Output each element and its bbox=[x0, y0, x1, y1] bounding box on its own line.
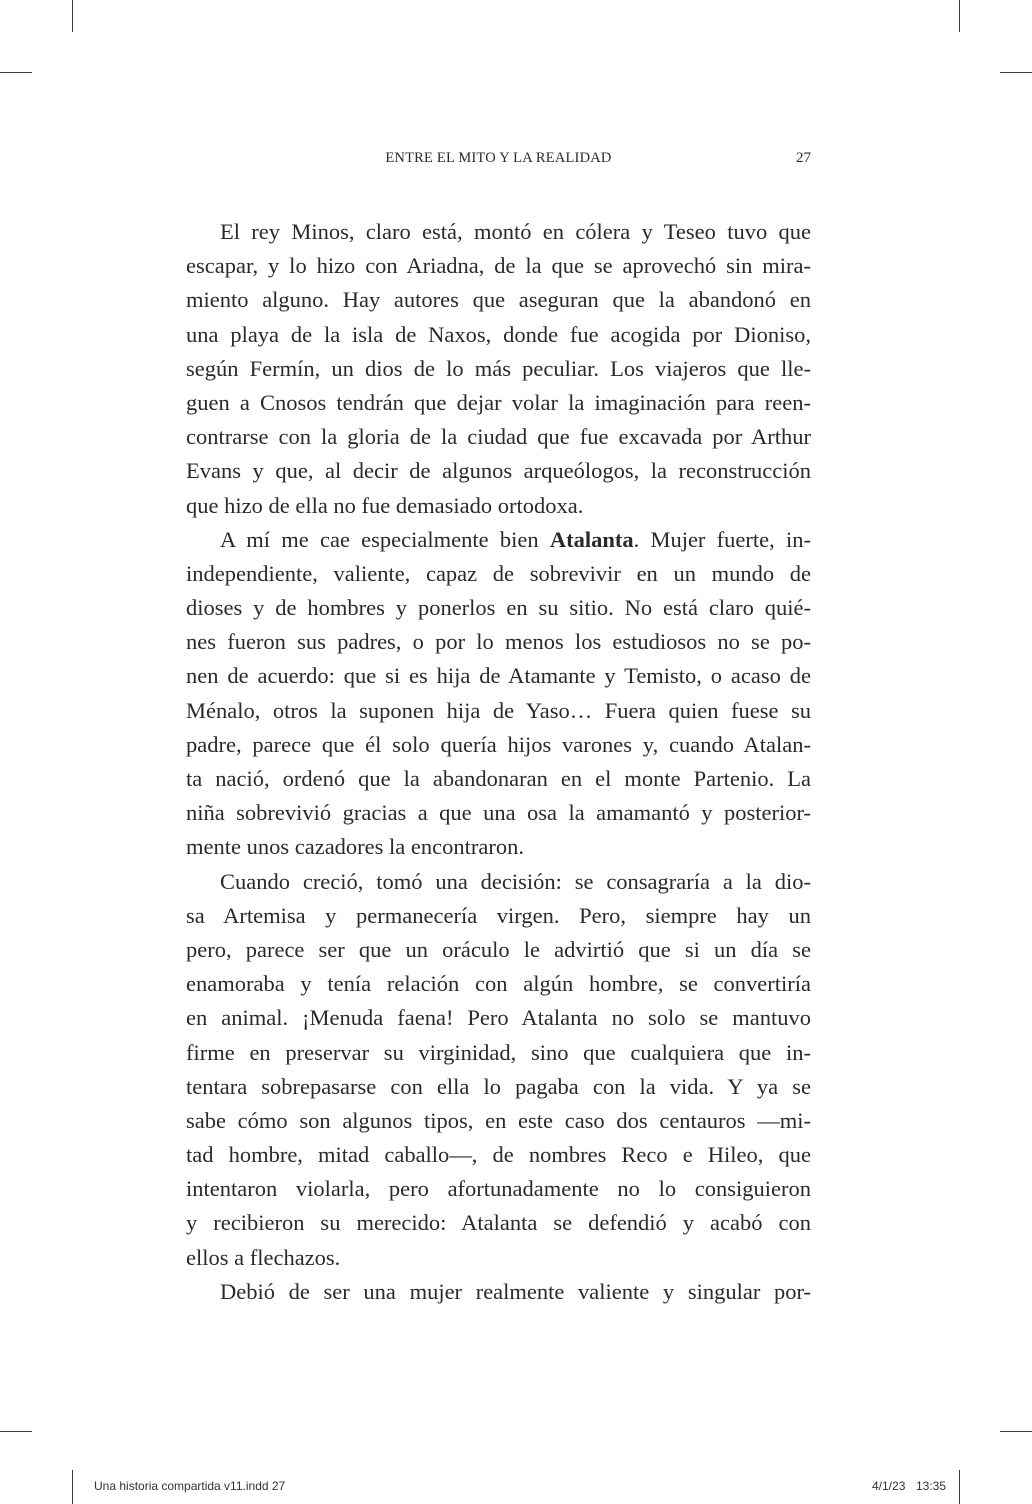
text-line: Ménalo, otros la suponen hija de Yaso… Fuera quien fuese su bbox=[186, 697, 811, 723]
text-line: tentara sobrepasarse con ella lo pagaba con la vida. Y ya se bbox=[186, 1073, 811, 1099]
text-line: sabe cómo son algunos tipos, en este caso dos centauros —mi- bbox=[186, 1107, 811, 1133]
crop-mark bbox=[1000, 1431, 1032, 1432]
text-line: ta nació, ordenó que la abandonaran en el monte Partenio. La bbox=[186, 766, 811, 791]
text-line: pero, parece ser que un oráculo le advirtió que si un día se bbox=[186, 936, 811, 962]
crop-mark bbox=[0, 1431, 32, 1432]
slug-date: 4/1/23 bbox=[872, 1479, 906, 1493]
text-line: dioses y de hombres y ponerlos en su sitio. No está claro quié- bbox=[186, 595, 811, 621]
text-line: y recibieron su merecido: Atalanta se defendió y acabó con bbox=[186, 1210, 811, 1236]
text-line: padre, parece que él solo quería hijos varones y, cuando Atalan- bbox=[186, 731, 811, 757]
running-title: ENTRE EL MITO Y LA REALIDAD bbox=[385, 150, 612, 166]
text-line: en animal. ¡Menuda faena! Pero Atalanta no solo se mantuvo bbox=[186, 1005, 811, 1031]
text-line: tad hombre, mitad caballo—, de nombres Reco e Hileo, que bbox=[186, 1142, 811, 1168]
text-line: nes fueron sus padres, o por lo menos los estudiosos no se po- bbox=[186, 629, 811, 655]
text-line: Cuando creció, tomó una decisión: se consagraría a la dio- bbox=[220, 868, 811, 894]
crop-mark bbox=[72, 1470, 73, 1504]
text-line: mente unos cazadores la encontraron. bbox=[186, 834, 524, 860]
text-line: miento alguno. Hay autores que aseguran que la abandonó en bbox=[186, 287, 811, 313]
body-text bbox=[186, 215, 811, 1309]
text-line: que hizo de ella no fue demasiado ortodoxa. bbox=[186, 492, 584, 518]
running-head bbox=[186, 150, 811, 172]
text-line: enamoraba y tenía relación con algún hombre, se convertiría bbox=[186, 971, 811, 997]
text-line: niña sobrevivió gracias a que una osa la amamantó y posterior- bbox=[186, 800, 811, 826]
crop-mark bbox=[0, 72, 32, 73]
text-line: El rey Minos, claro está, montó en cólera y Teseo tuvo que bbox=[220, 219, 811, 244]
text-line: ellos a flechazos. bbox=[186, 1244, 341, 1270]
text-line: según Fermín, un dios de lo más peculiar. Los viajeros que lle- bbox=[186, 355, 811, 381]
text-line: contrarse con la gloria de la ciudad que fue excavada por Arthur bbox=[186, 424, 811, 450]
page-number: 27 bbox=[796, 150, 811, 166]
text-line: sa Artemisa y permanecería virgen. Pero, siempre hay un bbox=[186, 902, 811, 928]
text-segment: A mí me cae especialmente bien bbox=[220, 526, 550, 552]
crop-mark bbox=[959, 0, 960, 32]
text-line bbox=[186, 523, 811, 557]
text-line: nen de acuerdo: que si es hija de Atamante y Temisto, o acaso de bbox=[186, 663, 811, 689]
text-line: escapar, y lo hizo con Ariadna, de la que se aprovechó sin mira- bbox=[186, 253, 811, 279]
text-line: independiente, valiente, capaz de sobrevivir en un mundo de bbox=[186, 560, 811, 586]
text-segment: . Mujer fuerte, in- bbox=[633, 526, 811, 552]
text-line: firme en preservar su virginidad, sino que cualquiera que in- bbox=[186, 1039, 811, 1065]
crop-mark bbox=[72, 0, 73, 32]
text-line: Debió de ser una mujer realmente valiente y singular por- bbox=[220, 1278, 811, 1304]
slug-file-name: Una historia compartida v11.indd 27 bbox=[94, 1479, 286, 1493]
slug-time: 13:35 bbox=[916, 1479, 947, 1493]
crop-mark bbox=[1000, 72, 1032, 73]
text-line: una playa de la isla de Naxos, donde fue acogida por Dioniso, bbox=[186, 321, 811, 347]
text-line: guen a Cnosos tendrán que dejar volar la imaginación para reen- bbox=[186, 389, 811, 415]
emphasis-name: Atalanta bbox=[549, 526, 634, 552]
text-line: Evans y que, al decir de algunos arqueólogos, la reconstrucción bbox=[186, 458, 811, 484]
crop-mark bbox=[959, 1470, 960, 1504]
text-line: intentaron violarla, pero afortunadamente no lo consiguieron bbox=[186, 1176, 811, 1202]
